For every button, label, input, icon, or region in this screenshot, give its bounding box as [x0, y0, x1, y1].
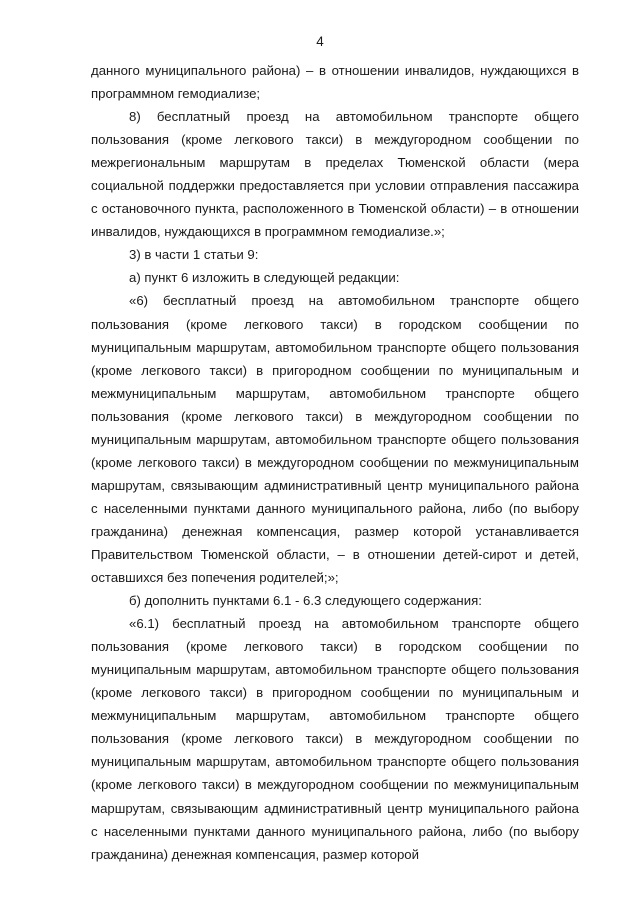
paragraph-subitem-b: б) дополнить пунктами 6.1 - 6.3 следующего содержания: — [129, 593, 482, 609]
paragraph-part-1-article-9: 3) в части 1 статьи 9: — [129, 247, 259, 263]
document-body — [91, 59, 579, 866]
paragraph-item-6: «6) бесплатный проезд на автомобильном транспорте общего пользования (кроме легкового такси) в городском сообщении по муниципальным маршрутам, автомобильном транспорте общего пользования (кроме легкового такси) в пригородном сообщении по муниципальным и межмуниципальным маршрутам, автомобильном транспорте общего пользования (кроме легкового такси) в междугородном сообщении по муниципальным маршрутам, автомобильном транспорте общего пользования (кроме легкового такси) в междугородном сообщении по межмуниципальным маршрутам, связывающим административный центр муниципального района с населенными пунктами данного муниципального района, либо (по выбору гражданина) денежная компенсация, размер которой устанавливается Правительством Тюменской области, – в отношении детей-сирот и детей, оставшихся без попечения родителей;»; — [91, 293, 579, 586]
paragraph-item-6-1: «6.1) бесплатный проезд на автомобильном транспорте общего пользования (кроме легкового такси) в городском сообщении по муниципальным маршрутам, автомобильном транспорте общего пользования (кроме легкового такси) в пригородном сообщении по муниципальным и межмуниципальным маршрутам, автомобильном транспорте общего пользования (кроме легкового такси) в междугородном сообщении по муниципальным маршрутам, автомобильном транспорте общего пользования (кроме легкового такси) в междугородном сообщении по межмуниципальным маршрутам, связывающим административный центр муниципального района с населенными пунктами данного муниципального района, либо (по выбору гражданина) денежная компенсация, размер которой — [91, 616, 579, 862]
paragraph-item-8: 8) бесплатный проезд на автомобильном транспорте общего пользования (кроме легкового такси) в междугородном сообщении по межрегиональным маршрутам в пределах Тюменской области (мера социальной поддержки предоставляется при условии отправления пассажира с остановочного пункта, расположенного в Тюменской области) – в отношении инвалидов, нуждающихся в программном гемодиализе.»; — [91, 109, 579, 240]
paragraph-continuation: данного муниципального района) – в отношении инвалидов, нуждающихся в программном гемодиализе; — [91, 63, 579, 102]
paragraph-subitem-a: а) пункт 6 изложить в следующей редакции: — [129, 270, 400, 286]
page-number: 4 — [316, 34, 324, 49]
